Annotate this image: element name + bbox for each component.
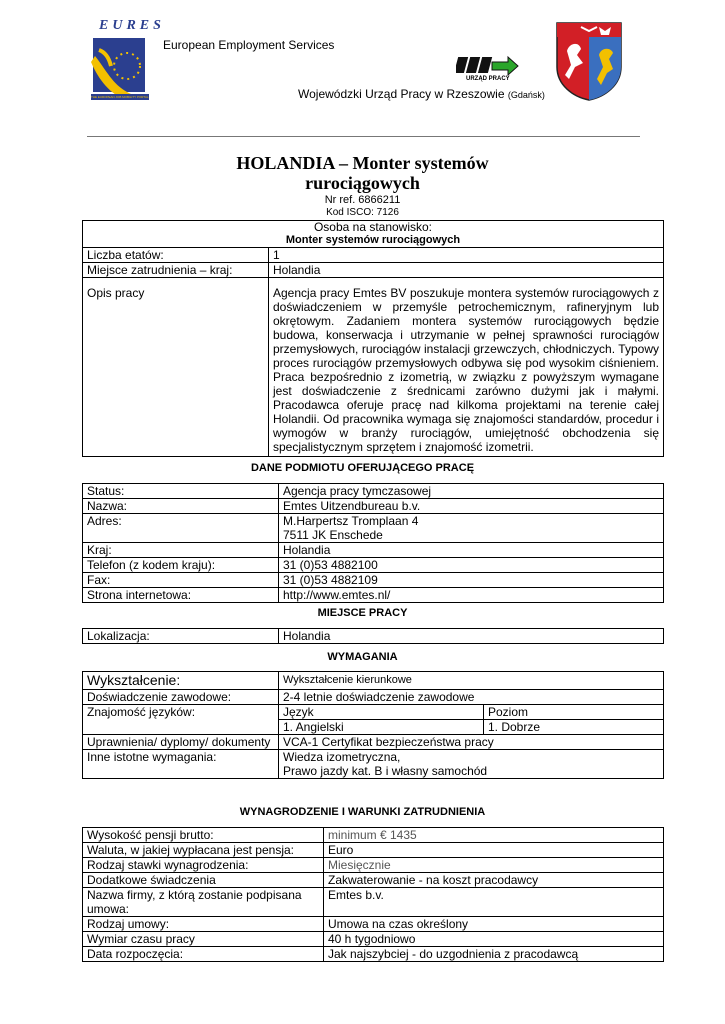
table-row	[83, 484, 664, 499]
table-row	[83, 499, 664, 514]
row-value: Holandia	[269, 263, 664, 278]
other-line2: Prawo jazdy kat. B i własny samochód	[283, 764, 488, 778]
address-line2: 7511 JK Enschede	[283, 528, 383, 542]
coat-of-arms	[555, 21, 623, 101]
description-text: Agencja pracy Emtes BV poszukuje montera systemów rurociągowych z doświadczeniem w przemyśle petrochemicznym, rafineryjnym lub okrętowym. Zadaniem montera systemów rurociągowych będzie budowa, konserwacja i utrzymanie w pełnej sprawności rurociągów przemysłowych, rurociągów instalacji grzewczych, chłodniczych. Typowy proces rurociągów przemysłowych odbywa się pod wysokim ciśnieniem. Praca bezpośrednio z izometrią, w związku z powyższym wymagane jest doświadczenie z średnicami zarówno dużymi jak i małymi. Pracodawca oferuje pracę nad kilkoma projektami na terenie całej Holandii. Od pracownika wymaga się znajomości standardów, procedur i wymogów w branży rurociągów, umiejętność obchodzenia się specjalistycznym sprzętem i znajomość izometrii.	[269, 278, 664, 457]
education-value: Wykształcenie kierunkowe	[279, 672, 664, 690]
offer-ref: Nr ref. 6866211	[324, 194, 401, 206]
lang-name: 1. Angielski	[279, 720, 484, 735]
table-row	[83, 588, 664, 603]
benefits-value: Zakwaterowanie - na koszt pracodawcy	[324, 873, 664, 888]
position-cell	[83, 221, 664, 248]
education-label: Wykształcenie:	[83, 672, 279, 690]
other-line1: Wiedza izometryczna,	[283, 750, 401, 764]
contract-type-value: Umowa na czas określony	[324, 917, 664, 932]
position-label: Osoba na stanowisko:	[313, 220, 433, 234]
table-row	[83, 917, 664, 932]
offer-isco: Kod ISCO: 7126	[326, 207, 399, 218]
urzad-pracy-logo	[456, 54, 520, 88]
employer-heading: DANE PODMIOTU OFERUJĄCEGO PRACĘ	[250, 462, 475, 474]
salary-label: Wysokość pensji brutto:	[83, 828, 324, 843]
position-value: Monter systemów rurociągowych	[285, 234, 461, 246]
org-name: European Employment Services	[163, 38, 335, 52]
offer-title-line1: HOLANDIA – Monter systemów	[236, 153, 489, 173]
description-row	[83, 278, 664, 457]
table-row	[83, 858, 664, 873]
table-row	[83, 672, 664, 690]
table-row	[83, 705, 664, 720]
eures-logo-text: EURES	[99, 18, 165, 33]
table-row	[83, 888, 664, 917]
website-link[interactable]: http://www.emtes.nl/	[279, 588, 664, 603]
other-label: Inne istotne wymagania:	[83, 750, 279, 779]
other-value	[279, 750, 664, 779]
offer-title-line2: rurociągowych	[305, 173, 420, 193]
employer-table	[82, 483, 664, 603]
requirements-heading: WYMAGANIA	[327, 651, 398, 663]
working-hours-value: 40 h tygodniowo	[324, 932, 664, 947]
rate-type-label: Rodzaj stawki wynagrodzenia:	[83, 858, 324, 873]
name-label: Nazwa:	[83, 499, 279, 514]
row-label: Liczba etatów:	[83, 248, 269, 263]
table-row	[83, 843, 664, 858]
address-label: Adres:	[83, 514, 279, 543]
header-divider	[87, 136, 640, 137]
table-row	[83, 514, 664, 543]
table-row	[83, 690, 664, 705]
phone-label: Telefon (z kodem kraju):	[83, 558, 279, 573]
office-note: (Gdańsk)	[507, 90, 545, 100]
country-label: Kraj:	[83, 543, 279, 558]
salary-table	[82, 827, 664, 962]
lang-level: 1. Dobrze	[484, 720, 664, 735]
office-name-text: Wojewódzki Urząd Pracy w Rzeszowie	[298, 87, 505, 101]
table-row	[83, 873, 664, 888]
benefits-label: Dodatkowe świadczenia	[83, 873, 324, 888]
phone-value: 31 (0)53 4882100	[279, 558, 664, 573]
row-label: Miejsce zatrudnienia – kraj:	[83, 263, 269, 278]
workplace-table	[82, 628, 664, 644]
experience-label: Doświadczenie zawodowe:	[83, 690, 279, 705]
workplace-heading: MIEJSCE PRACY	[317, 607, 408, 619]
name-value: Emtes Uitzendbureau b.v.	[279, 499, 664, 514]
address-value	[279, 514, 664, 543]
description-label: Opis pracy	[83, 278, 269, 457]
position-row	[83, 221, 664, 248]
rate-type-value: Miesięcznie	[324, 858, 664, 873]
table-row	[83, 947, 664, 962]
currency-label: Waluta, w jakiej wypłacana jest pensja:	[83, 843, 324, 858]
table-row	[83, 629, 664, 644]
urzad-pracy-logo-text: URZĄD PRACY	[466, 76, 510, 82]
office-name	[298, 87, 545, 101]
location-value: Holandia	[279, 629, 664, 644]
table-row	[83, 248, 664, 263]
row-value: 1	[269, 248, 664, 263]
table-row	[83, 735, 664, 750]
address-line1: M.Harpertsz Tromplaan 4	[283, 514, 419, 528]
lang-col-level: Poziom	[484, 705, 664, 720]
currency-value: Euro	[324, 843, 664, 858]
salary-heading: WYNAGRODZENIE I WARUNKI ZATRUDNIENIA	[239, 806, 486, 818]
table-row	[83, 750, 664, 779]
salary-value: minimum € 1435	[324, 828, 664, 843]
country-value: Holandia	[279, 543, 664, 558]
contract-type-label: Rodzaj umowy:	[83, 917, 324, 932]
table-row	[83, 543, 664, 558]
fax-value: 31 (0)53 4882109	[279, 573, 664, 588]
contract-company-value: Emtes b.v.	[324, 888, 664, 917]
job-table	[82, 220, 664, 457]
languages-label: Znajomość języków:	[83, 705, 279, 735]
experience-value: 2-4 letnie doświadczenie zawodowe	[279, 690, 664, 705]
status-label: Status:	[83, 484, 279, 499]
fax-label: Fax:	[83, 573, 279, 588]
eures-logo-subtext: THE EUROPEAN JOB MOBILITY PORTAL	[91, 95, 149, 99]
certs-value: VCA-1 Certyfikat bezpieczeństwa pracy	[279, 735, 664, 750]
certs-label: Uprawnienia/ dyplomy/ dokumenty	[83, 735, 279, 750]
start-date-label: Data rozpoczęcia:	[83, 947, 324, 962]
table-row	[83, 263, 664, 278]
location-label: Lokalizacja:	[83, 629, 279, 644]
contract-company-label: Nazwa firmy, z którą zostanie podpisana umowa:	[83, 888, 324, 917]
status-value: Agencja pracy tymczasowej	[279, 484, 664, 499]
table-row	[83, 932, 664, 947]
start-date-value: Jak najszybciej - do uzgodnienia z pracodawcą	[324, 947, 664, 962]
table-row	[83, 558, 664, 573]
table-row	[83, 573, 664, 588]
lang-col-language: Język	[279, 705, 484, 720]
requirements-table	[82, 671, 664, 779]
working-hours-label: Wymiar czasu pracy	[83, 932, 324, 947]
offer-title	[0, 153, 725, 193]
table-row	[83, 828, 664, 843]
eures-logo	[87, 16, 165, 102]
website-label: Strona internetowa:	[83, 588, 279, 603]
